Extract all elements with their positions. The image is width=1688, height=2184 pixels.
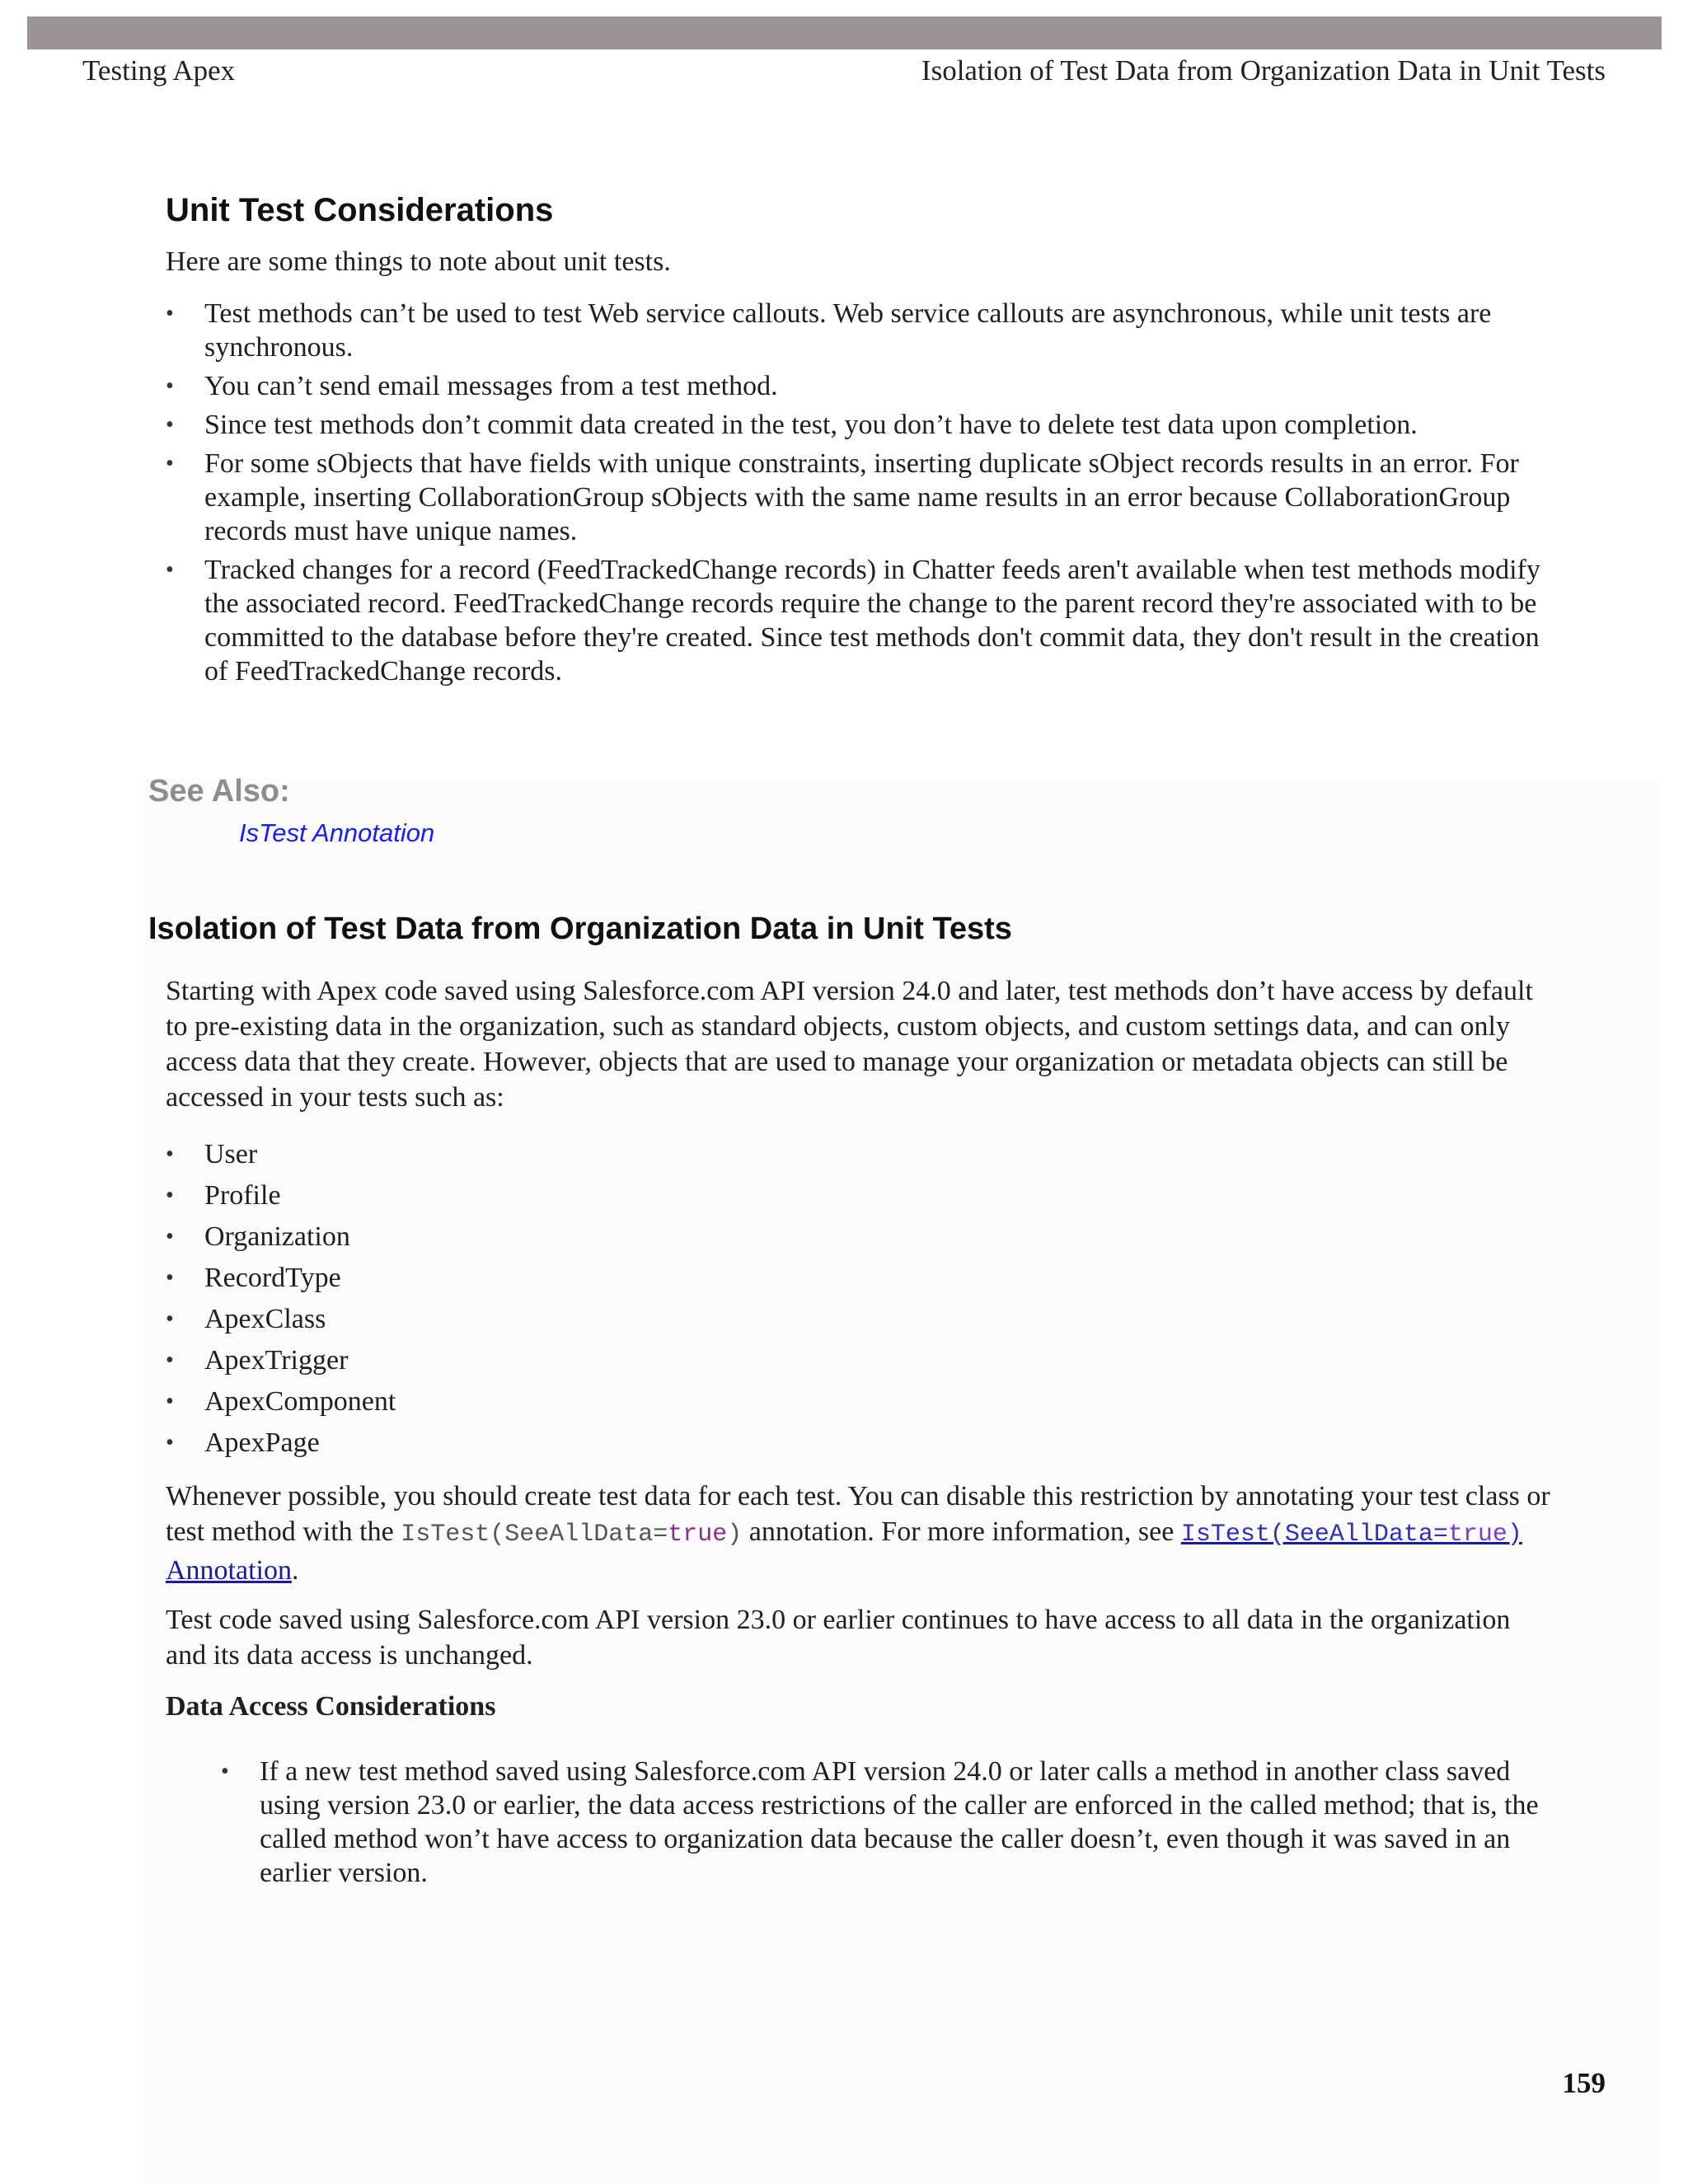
bullet-icon: • — [166, 1141, 174, 1167]
whenever-paragraph — [166, 1479, 1550, 1588]
test-code-paragraph: Test code saved using Salesforce.com API version 23.0 or earlier continues to have access to all data in the organization and its data access is unchanged. — [166, 1605, 1511, 1671]
bullet-icon: • — [166, 412, 174, 438]
bullet-icon: • — [166, 1265, 174, 1291]
unit-test-list — [166, 297, 1550, 693]
link-code — [1181, 1521, 1522, 1549]
whenever-text: annotation. For more information, see — [742, 1516, 1181, 1547]
object-name: User — [204, 1139, 258, 1169]
isolation-paragraph: Starting with Apex code saved using Salesforce.com API version 24.0 and later, test methods don’t have access by default to pre-existing data in the organization, such as standard objects, custom objects, and custom settings data, and can only access data that they create. However, objects that are used to manage your organization or metadata objects can still be accessed in your tests such as: — [166, 976, 1533, 1113]
code-text: IsTest(SeeAllData= — [1180, 1521, 1448, 1549]
running-head-section: Isolation of Test Data from Organization Data in Unit Tests — [921, 54, 1606, 87]
data-access-heading: Data Access Considerations — [166, 1691, 496, 1722]
list-item — [166, 1340, 825, 1381]
isolation-heading: Isolation of Test Data from Organization Data in Unit Tests — [148, 912, 1012, 946]
bullet-icon: • — [166, 1183, 174, 1208]
object-name: ApexComponent — [204, 1386, 396, 1417]
list-item — [166, 553, 1550, 688]
list-item — [166, 1422, 825, 1464]
whenever-text: . — [291, 1555, 299, 1586]
bullet-icon: • — [166, 557, 174, 583]
link-text: Annotation — [166, 1555, 292, 1586]
bullet-icon: • — [166, 1347, 174, 1373]
code-text: ) — [727, 1521, 743, 1549]
object-name: Organization — [204, 1221, 350, 1252]
list-item — [166, 1258, 825, 1299]
data-access-list — [221, 1755, 1540, 1890]
list-item — [166, 1299, 825, 1340]
list-item — [166, 1134, 825, 1175]
unit-test-heading: Unit Test Considerations — [166, 192, 554, 228]
page-number: 159 — [1562, 2067, 1606, 2099]
running-head-chapter: Testing Apex — [82, 54, 236, 87]
bullet-icon: • — [166, 1389, 174, 1414]
code-keyword: true — [668, 1521, 728, 1549]
object-name: ApexClass — [204, 1304, 326, 1334]
list-item — [166, 408, 1550, 442]
code-keyword: true — [1447, 1521, 1507, 1549]
bullet-icon: • — [166, 1306, 174, 1332]
code-text: IsTest(SeeAllData= — [401, 1521, 668, 1549]
bullet-icon: • — [166, 373, 174, 399]
list-item — [166, 297, 1550, 364]
list-item — [221, 1755, 1540, 1890]
see-also-label: See Also: — [148, 774, 290, 808]
whenever-text: Whenever possible, you should create test data for each test. You can disable this restriction by annotating your test class or test method with the — [166, 1481, 1550, 1547]
list-item — [166, 1175, 825, 1216]
istest-code — [401, 1521, 742, 1549]
list-item-text: Since test methods don’t commit data created in the test, you don’t have to delete test data upon completion. — [204, 410, 1418, 440]
accessible-objects-list — [166, 1134, 825, 1464]
bullet-icon: • — [166, 1430, 174, 1455]
list-item — [166, 1216, 825, 1258]
list-item-text: If a new test method saved using Salesforce.com API version 24.0 or later calls a method in another class saved using version 23.0 or earlier, the data access restrictions of the caller are enforced in the called method; that is, the called method won’t have access to organization data because the caller doesn’t, even though it was saved in an earlier version. — [260, 1756, 1539, 1888]
istest-annotation-link[interactable]: IsTest Annotation — [239, 818, 435, 847]
list-item-text: Tracked changes for a record (FeedTrackedChange records) in Chatter feeds aren't available when test methods modify the associated record. FeedTrackedChange records require the change to the parent record they're associated with to be committed to the database before they're created. Since test methods don't commit data, they don't result in the creation of FeedTrackedChange records. — [204, 555, 1540, 687]
object-name: ApexTrigger — [204, 1345, 349, 1376]
object-name: RecordType — [204, 1263, 341, 1293]
bullet-icon: • — [166, 451, 174, 476]
code-text: ) — [1507, 1521, 1522, 1549]
object-name: ApexPage — [204, 1427, 320, 1458]
object-name: Profile — [204, 1180, 281, 1211]
bullet-icon: • — [166, 1224, 174, 1249]
list-item — [166, 447, 1550, 548]
list-item-text: For some sObjects that have fields with unique constraints, inserting duplicate sObject records results in an error. For example, inserting CollaborationGroup sObjects with the same name results in an error because CollaborationGroup records must have unique names. — [204, 448, 1519, 546]
unit-test-intro: Here are some things to note about unit tests. — [166, 246, 671, 277]
list-item-text: You can’t send email messages from a test method. — [204, 371, 778, 401]
header-bar — [27, 16, 1662, 49]
bullet-icon: • — [221, 1759, 229, 1784]
list-item — [166, 369, 1550, 403]
list-item — [166, 1381, 825, 1422]
bullet-icon: • — [166, 301, 174, 326]
list-item-text: Test methods can’t be used to test Web service callouts. Web service callouts are asynchronous, while unit tests are synchronous. — [204, 298, 1492, 363]
